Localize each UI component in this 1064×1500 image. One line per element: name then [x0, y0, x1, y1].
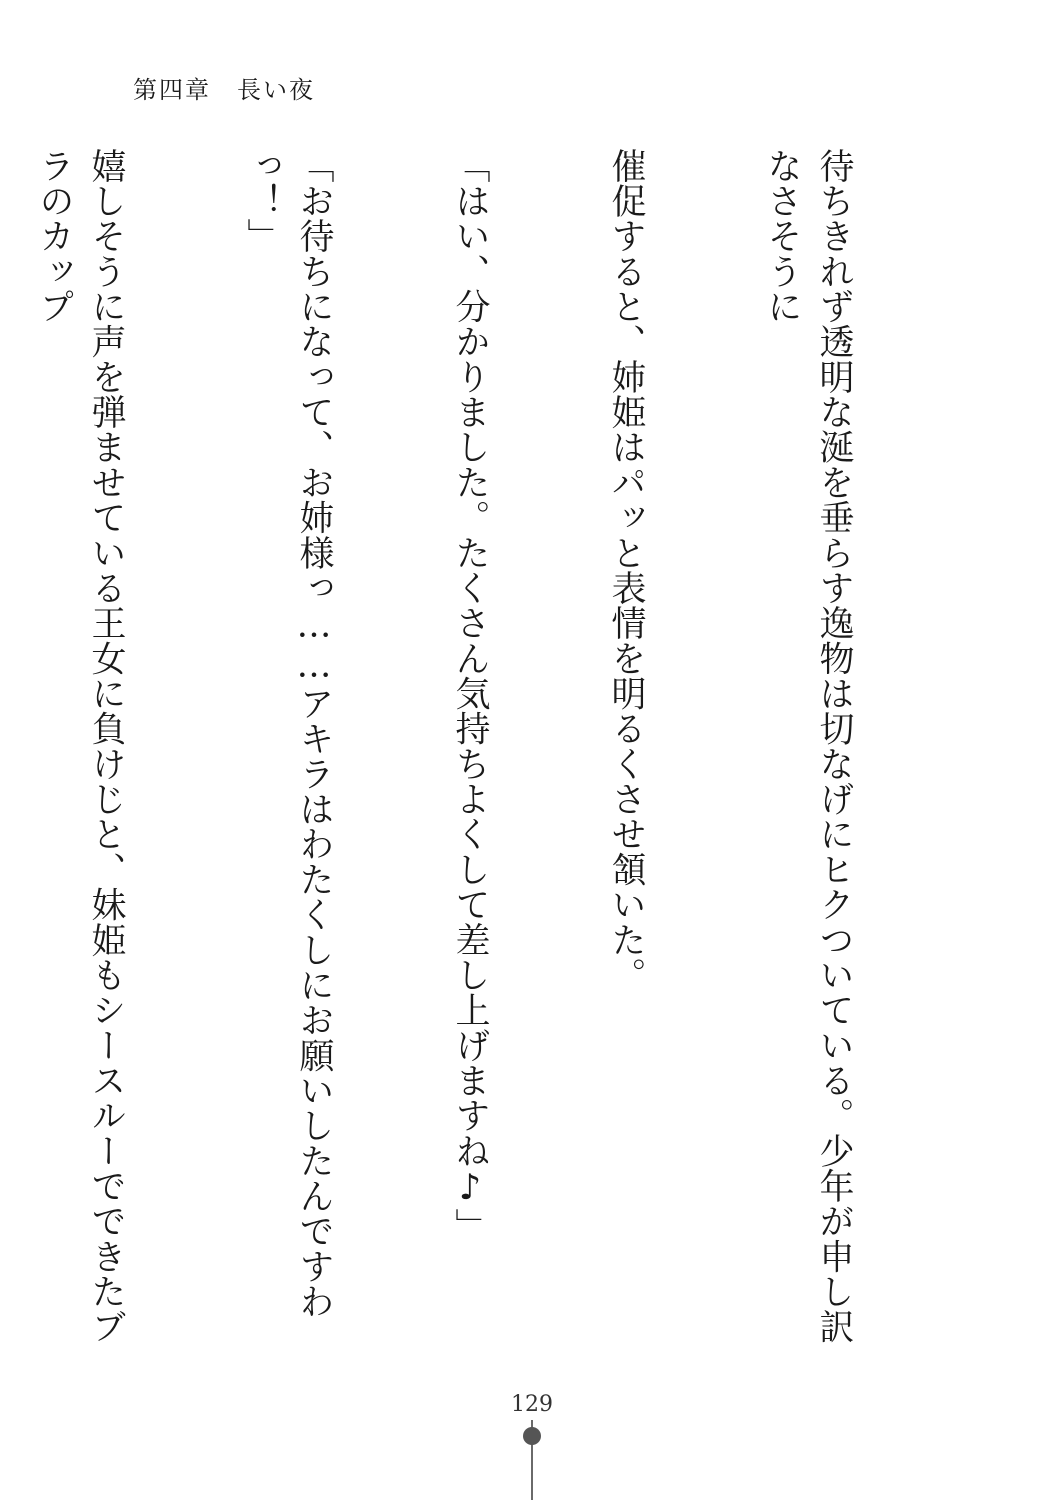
body-text: [34, 148, 964, 1348]
body-line: 嬉しそうに声を弾ませている王女に負けじと、妹姫もシースルーでできたブラのカップ: [34, 148, 126, 1345]
body-line: 催促すると、姉姫はパッと表情を明るくさせ頷いた。: [606, 148, 646, 993]
page-number: 129: [511, 1392, 553, 1417]
body-line: 「はい、分かりました。たくさん気持ちよくして差し上げますね♪」: [450, 148, 490, 1244]
page-marker-dot: [523, 1427, 541, 1445]
chapter-header: 第四章 長い夜: [133, 76, 315, 104]
body-line: 「お待ちになって、お姉様っ……アキラはわたくしにお願いしたんですわっ！」: [242, 148, 334, 1319]
body-line: 待ちきれず透明な涎を垂らす逸物は切なげにヒクついている。少年が申し訳なさそうに: [762, 148, 854, 1345]
